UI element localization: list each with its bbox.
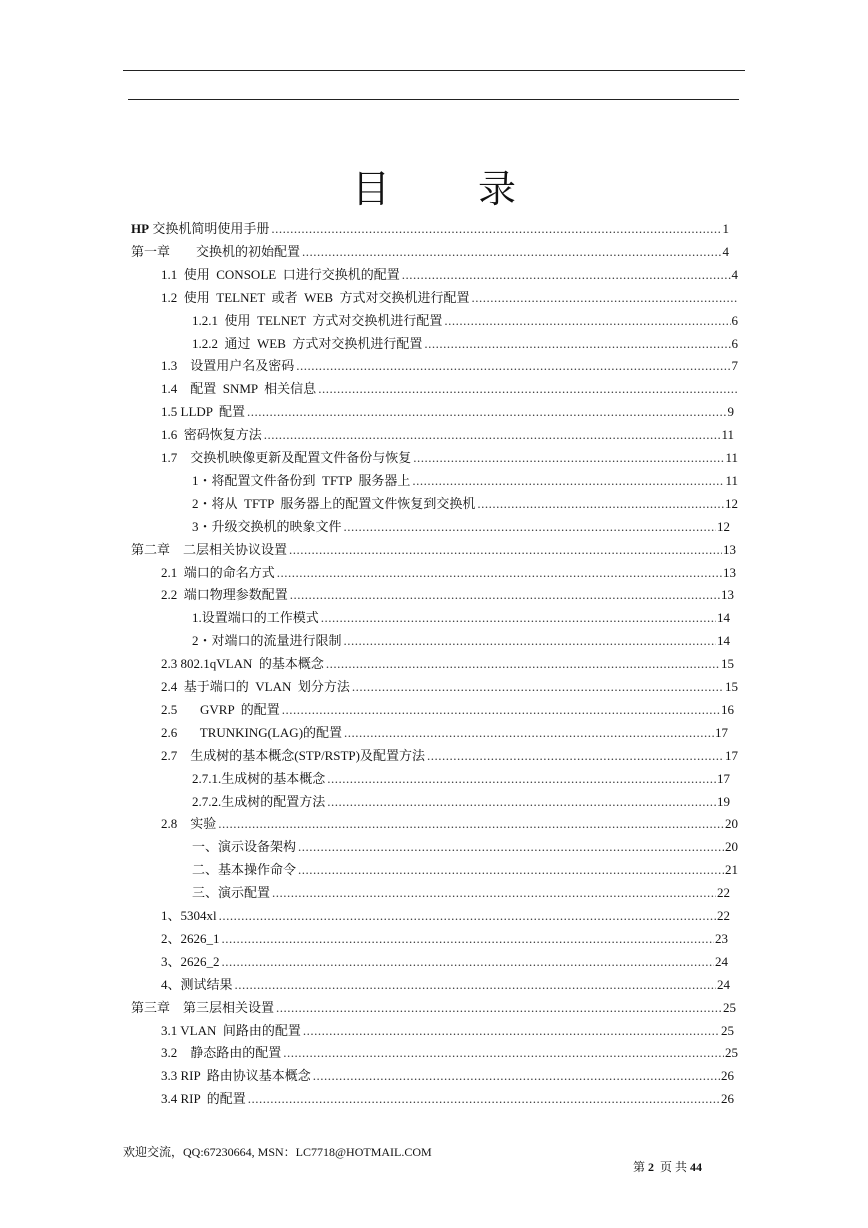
toc-entry-page: 13 (721, 587, 734, 603)
toc-entry-page: 25 (723, 999, 736, 1015)
toc-entry-label (131, 997, 276, 1019)
footer-contact: 欢迎交流，QQ:67230664, MSN：LC7718@HOTMAIL.COM (123, 1145, 432, 1159)
toc-entry[interactable] (131, 997, 736, 1019)
toc-entry-label-text: 一、演示设备架构 (192, 839, 297, 855)
toc-entry[interactable] (161, 1088, 734, 1110)
toc-entry-leader (352, 676, 724, 698)
toc-entry[interactable] (192, 791, 730, 813)
toc-entry-label (192, 791, 327, 813)
toc-entry-label-text: 1.设置端口的工作模式 (192, 610, 319, 626)
toc-entry-label (161, 1065, 313, 1087)
toc-entry[interactable] (161, 355, 738, 377)
toc-entry-page: 17 (725, 747, 738, 763)
toc-entry-label-text: 第一章 交换机的初始配置 (131, 243, 301, 259)
toc-entry-label (131, 218, 271, 240)
toc-entry[interactable] (161, 378, 738, 400)
toc-entry-label (192, 836, 298, 858)
toc-entry-leader (303, 1020, 720, 1042)
toc-entry-leader (222, 928, 714, 950)
toc-entry-label (161, 951, 222, 973)
footer-page-number (633, 1158, 702, 1175)
toc-entry-label (161, 1088, 248, 1110)
toc-entry-page: 12 (717, 518, 730, 534)
toc-entry-label-text: 1.1 使用 CONSOLE 口进行交换机的配置 (161, 266, 400, 282)
toc-entry-page: 11 (721, 427, 734, 443)
toc-entry-label (161, 264, 402, 286)
toc-entry-label (161, 813, 218, 835)
toc-entry-page: 15 (725, 679, 738, 694)
toc-entry-leader (302, 241, 721, 263)
toc-entry[interactable] (161, 287, 738, 309)
toc-entry-page: 11 (725, 472, 738, 488)
toc-entry[interactable] (192, 470, 738, 492)
toc-entry[interactable] (192, 768, 730, 790)
toc-entry[interactable] (161, 401, 734, 423)
toc-entry[interactable] (161, 1065, 734, 1087)
toc-entry-leader (277, 562, 722, 584)
toc-entry[interactable] (192, 493, 738, 515)
toc-entry-page: 14 (717, 633, 730, 649)
toc-entry[interactable] (161, 699, 734, 721)
toc-entry-label (192, 470, 412, 492)
toc-entry-page: 25 (725, 1045, 738, 1061)
toc-entry-page: 19 (717, 793, 730, 809)
toc-entry-leader (282, 699, 720, 721)
toc-entry-leader (472, 287, 738, 309)
toc-entry-leader (219, 905, 716, 927)
toc-entry-label (161, 562, 277, 584)
toc-entry-label-text: 2、2626_1 (161, 930, 220, 946)
toc-entry-page: 6 (731, 335, 738, 351)
toc-entry[interactable] (161, 653, 734, 675)
toc-entry-leader (283, 1042, 724, 1064)
toc-entry-leader (402, 264, 731, 286)
toc-entry-label (161, 974, 235, 996)
toc-entry-label-text: 3.1 VLAN 间路由的配置 (161, 1022, 301, 1038)
toc-entry-page: 12 (725, 495, 738, 511)
toc-entry-leader (412, 470, 724, 492)
toc-entry-page: 14 (717, 610, 730, 626)
toc-entry-label (131, 241, 302, 263)
toc-entry-label (192, 493, 477, 515)
toc-entry[interactable] (192, 630, 730, 652)
toc-entry-page: 4 (722, 243, 729, 259)
toc-entry-page: 17 (717, 770, 730, 786)
toc-entry[interactable] (161, 447, 738, 469)
toc-entry-page: 22 (717, 908, 730, 923)
toc-entry-label-text: 2.5 GVRP 的配置 (161, 701, 280, 717)
header-rule-bottom (128, 99, 739, 100)
toc-entry-label-text: 2.3 802.1qVLAN 的基本概念 (161, 656, 324, 672)
toc-title-char-1: 目 (351, 169, 390, 211)
toc-entry-label-text: 1、5304xl (161, 908, 217, 923)
toc-entry-label (161, 699, 282, 721)
toc-entry-label-text: 1.3 设置用户名及密码 (161, 358, 295, 374)
toc-entry[interactable] (161, 1020, 734, 1042)
footer-page-prefix: 第 (633, 1160, 646, 1174)
header-rule-top (123, 70, 745, 71)
toc-entry-page: 7 (731, 358, 738, 374)
toc-title-char-2: 录 (478, 169, 517, 211)
toc-entry-label (161, 676, 352, 698)
toc-entry-label-text: 1.6 密码恢复方法 (161, 427, 262, 443)
toc-entry-label-text: 2.7.2.生成树的配置方法 (192, 793, 326, 809)
toc-entry-label-text: 1.5 LLDP 配置 (161, 404, 246, 420)
toc-entry-leader (427, 745, 724, 767)
toc-entry-label-text: 4、测试结果 (161, 976, 233, 992)
toc-entry-label (161, 378, 318, 400)
toc-entry-page: 4 (731, 266, 738, 282)
toc-title (0, 158, 868, 213)
toc-entry-label (161, 1020, 303, 1042)
toc-entry-leader (326, 653, 720, 675)
toc-entry-leader (276, 997, 722, 1019)
toc-entry-leader (344, 722, 714, 744)
toc-entry-leader (298, 859, 724, 881)
toc-entry-label-text: 三、演示配置 (192, 885, 271, 901)
toc-entry-leader (272, 882, 716, 904)
toc-entry-label-text: 1.2.1 使用 TELNET 方式对交换机进行配置 (192, 312, 443, 328)
toc-entry-page: 20 (725, 816, 738, 832)
footer-page-total: 44 (690, 1160, 703, 1174)
toc-entry-page: 22 (717, 885, 730, 901)
toc-entry-leader (444, 310, 730, 332)
toc-entry-label (161, 584, 290, 606)
toc-entry-page: 15 (721, 656, 734, 672)
toc-entry[interactable] (161, 813, 738, 835)
toc-entry-label-text: 第三章 第三层相关设置 (131, 999, 275, 1015)
toc-entry[interactable] (161, 974, 730, 996)
toc-entry-label-text: 2.4 基于端口的 VLAN 划分方法 (161, 679, 350, 694)
toc-entry-label (161, 653, 326, 675)
toc-entry-leader (327, 768, 716, 790)
toc-entry-label-text: 2.6 TRUNKING(LAG)的配置 (161, 724, 343, 740)
toc-entry-label (192, 310, 444, 332)
toc-entry-label-text: 2.7.1.生成树的基本概念 (192, 770, 326, 786)
toc-entry-label-text: 1.4 配置 SNMP 相关信息 (161, 381, 317, 397)
toc-entry-page: 17 (715, 724, 728, 740)
toc-entry-page: 13 (723, 564, 736, 580)
toc-entry-label-text: 第二章 二层相关协议设置 (131, 541, 288, 557)
toc-entry-label (161, 355, 296, 377)
toc-entry-page: 6 (731, 312, 738, 328)
toc-entry[interactable] (192, 333, 738, 355)
toc-entry-leader (344, 516, 716, 538)
footer-page-middle: 页 共 (660, 1160, 688, 1174)
toc-entry-leader (264, 424, 721, 446)
toc-entry-page: 20 (725, 839, 738, 855)
toc-entry-label (192, 882, 272, 904)
toc-entry-leader (424, 333, 730, 355)
toc-entry-leader (289, 539, 722, 561)
toc-entry[interactable] (192, 310, 738, 332)
toc-entry-label-text: 2.2 端口物理参数配置 (161, 587, 288, 603)
toc-entry-leader (477, 493, 724, 515)
toc-entry-leader (235, 974, 716, 996)
toc-entry-label (131, 539, 289, 561)
toc-entry-leader (296, 355, 730, 377)
toc-entry[interactable] (131, 539, 736, 561)
toc-entry[interactable] (161, 562, 736, 584)
toc-entry[interactable] (161, 264, 738, 286)
toc-entry-label (192, 607, 321, 629)
toc-entry[interactable] (131, 218, 729, 240)
toc-entry-label-text: 2.7 生成树的基本概念(STP/RSTP)及配置方法 (161, 747, 425, 763)
toc-entry-label (161, 401, 247, 423)
toc-entry-leader (318, 378, 737, 400)
toc-entry-page: 1 (722, 221, 729, 236)
toc-entry-label (161, 745, 427, 767)
toc-entry-label-text: 1.2 使用 TELNET 或者 WEB 方式对交换机进行配置 (161, 289, 470, 305)
toc-entry-label (161, 287, 472, 309)
footer-page-current: 2 (648, 1160, 655, 1174)
toc-entry-label-text: 交换机简明使用手册 (149, 221, 270, 236)
toc-entry-label (161, 1042, 283, 1064)
toc-entry-label-text: 2.1 端口的命名方式 (161, 564, 275, 580)
toc-entry-page: 13 (723, 541, 736, 557)
toc-entry-leader (271, 218, 721, 240)
toc-entry-leader (413, 447, 724, 469)
toc-entry-leader (344, 630, 716, 652)
toc-entry-leader (321, 607, 716, 629)
toc-entry-label-text: 2・将从 TFTP 服务器上的配置文件恢复到交换机 (192, 495, 476, 511)
toc-entry-label-text: 3.4 RIP 的配置 (161, 1091, 246, 1107)
toc-entry[interactable] (161, 745, 738, 767)
toc-entry-label (161, 722, 344, 744)
toc-entry-page: 26 (721, 1068, 734, 1084)
toc-entry-label-bold: HP (131, 221, 150, 236)
toc-entry-label (192, 516, 344, 538)
toc-entry-page: 11 (725, 450, 738, 465)
toc-entry[interactable] (161, 424, 734, 446)
toc-entry[interactable] (192, 882, 730, 904)
toc-entry-label (161, 447, 413, 469)
toc-entry[interactable] (161, 905, 730, 927)
toc-entry-leader (248, 1088, 720, 1110)
toc-entry-leader (222, 951, 714, 973)
toc-entry[interactable] (131, 241, 729, 263)
toc-entry-label-text: 1.7 交换机映像更新及配置文件备份与恢复 (161, 450, 412, 465)
toc-entry-label (161, 424, 264, 446)
toc-entry[interactable] (161, 584, 734, 606)
toc-entry-page: 21 (725, 862, 738, 878)
toc-entry[interactable] (161, 722, 728, 744)
toc-entry-page: 16 (721, 701, 734, 717)
toc-entry-label (161, 928, 222, 950)
toc-entry-label-text: 3・升级交换机的映象文件 (192, 518, 342, 534)
toc-entry[interactable] (192, 859, 738, 881)
toc-entry-label-text: 2.8 实验 (161, 816, 217, 832)
toc-entry-label-text: 1・将配置文件备份到 TFTP 服务器上 (192, 472, 411, 488)
toc-entry-label (192, 768, 327, 790)
toc-entry-leader (313, 1065, 720, 1087)
toc-entry-label (192, 859, 298, 881)
toc-entry-leader (298, 836, 724, 858)
toc-entry[interactable] (161, 676, 738, 698)
toc-entry-leader (290, 584, 720, 606)
toc-entry-page: 24 (715, 953, 728, 969)
toc-entry-page: 26 (721, 1091, 734, 1107)
toc-entry-label-text: 1.2.2 通过 WEB 方式对交换机进行配置 (192, 335, 423, 351)
toc-entry-leader (327, 791, 716, 813)
toc-entry-leader (247, 401, 726, 423)
toc-entry-label-text: 3.2 静态路由的配置 (161, 1045, 282, 1061)
toc-entry[interactable] (161, 928, 728, 950)
toc-entry[interactable] (192, 516, 730, 538)
toc-entry-page: 25 (721, 1022, 734, 1038)
toc-entry[interactable] (161, 951, 728, 973)
toc-entry-label-text: 2・对端口的流量进行限制 (192, 633, 342, 649)
toc-entry-label-text: 3.3 RIP 路由协议基本概念 (161, 1068, 311, 1084)
toc-entry-page: 24 (717, 976, 730, 992)
toc-entry[interactable] (161, 1042, 738, 1064)
toc-entry-page: 23 (715, 930, 728, 946)
toc-entry[interactable] (192, 607, 730, 629)
toc-entry-label-text: 二、基本操作命令 (192, 862, 297, 878)
toc-entry-label (192, 333, 424, 355)
toc-entry[interactable] (192, 836, 738, 858)
toc-entry-label-text: 3、2626_2 (161, 953, 220, 969)
toc-entry-leader (218, 813, 724, 835)
toc-entry-label (161, 905, 219, 927)
toc-entry-label (192, 630, 344, 652)
toc-entry-page: 9 (727, 404, 734, 420)
